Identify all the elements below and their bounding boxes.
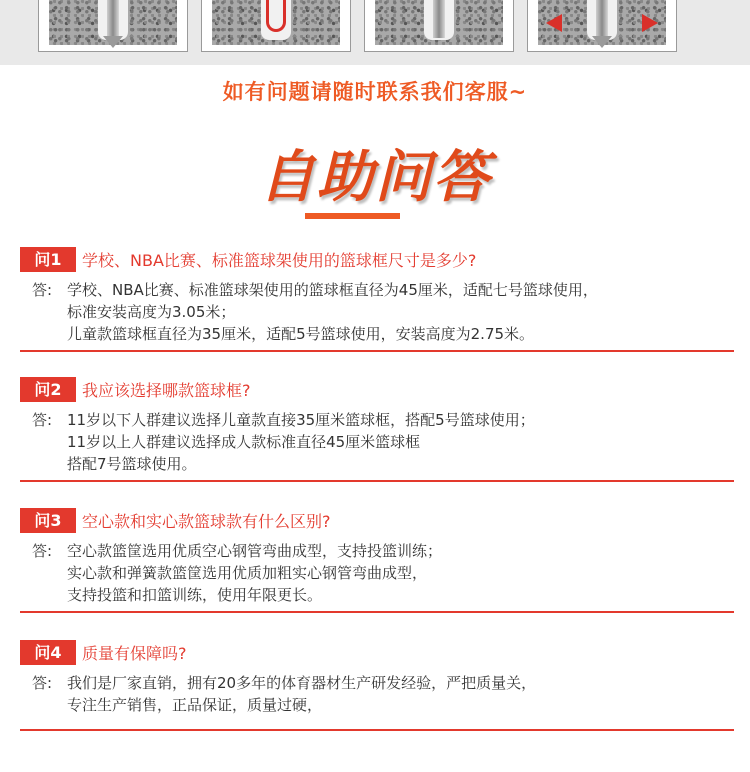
answer-block [20, 279, 734, 345]
question-text: 学校、NBA比赛、标准篮球架使用的篮球框尺寸是多少? [82, 251, 477, 270]
question-badge: 问3 [20, 508, 76, 533]
section-divider [20, 611, 734, 613]
question-text: 空心款和实心款篮球款有什么区别? [82, 512, 331, 531]
page-title: 自助问答 [259, 145, 491, 210]
answer-line: 儿童款篮球框直径为35厘米，适配5号篮球使用，安装高度为2.75米。 [67, 325, 535, 343]
answer-line: 学校、NBA比赛、标准篮球架使用的篮球框直径为45厘米，适配七号篮球使用， [67, 281, 598, 299]
answer-label: 答: [32, 542, 53, 560]
answer-line: 实心款和弹簧款篮筐选用优质加粗实心钢管弯曲成型， [67, 564, 428, 582]
answer-line: 我们是厂家直销，拥有20多年的体育器材生产研发经验，严把质量关， [67, 674, 537, 692]
answer-block [20, 409, 734, 475]
qa-item-1 [20, 247, 734, 345]
u-pin-icon [201, 0, 351, 52]
answer-block [20, 540, 734, 606]
anchor-bolt-icon [364, 0, 514, 52]
answer-line: 专注生产销售，正品保证，质量过硬， [67, 696, 323, 714]
answer-label: 答: [32, 281, 53, 299]
installation-illustration-strip [0, 0, 750, 65]
answer-line: 11岁以下人群建议选择儿童款直接35厘米篮球框，搭配5号篮球使用； [67, 411, 535, 429]
answer-label: 答: [32, 411, 53, 429]
question-badge: 问4 [20, 640, 76, 665]
answer-line: 标准安装高度为3.05米； [67, 303, 236, 321]
answer-label: 答: [32, 674, 53, 692]
qa-item-3 [20, 508, 734, 606]
drill-bit-icon [38, 0, 188, 52]
section-divider [20, 729, 734, 731]
section-divider [20, 350, 734, 352]
answer-line: 空心款篮筐选用优质空心钢管弯曲成型，支持投篮训练； [67, 542, 443, 560]
title-underline [305, 213, 400, 219]
answer-line: 11岁以上人群建议选择成人款标准直径45厘米篮球框 [67, 433, 421, 451]
contact-notice: 如有问题请随时联系我们客服~ [222, 80, 528, 104]
question-badge: 问1 [20, 247, 76, 272]
qa-item-2 [20, 377, 734, 475]
answer-line: 搭配7号篮球使用。 [67, 455, 197, 473]
qa-item-4 [20, 640, 734, 716]
question-text: 我应该选择哪款篮球框? [82, 381, 251, 400]
answer-block [20, 672, 734, 716]
answer-line: 支持投篮和扣篮训练，使用年限更长。 [67, 586, 323, 604]
question-badge: 问2 [20, 377, 76, 402]
section-divider [20, 480, 734, 482]
question-text: 质量有保障吗? [82, 644, 187, 663]
expansion-arrows-icon [527, 0, 677, 52]
